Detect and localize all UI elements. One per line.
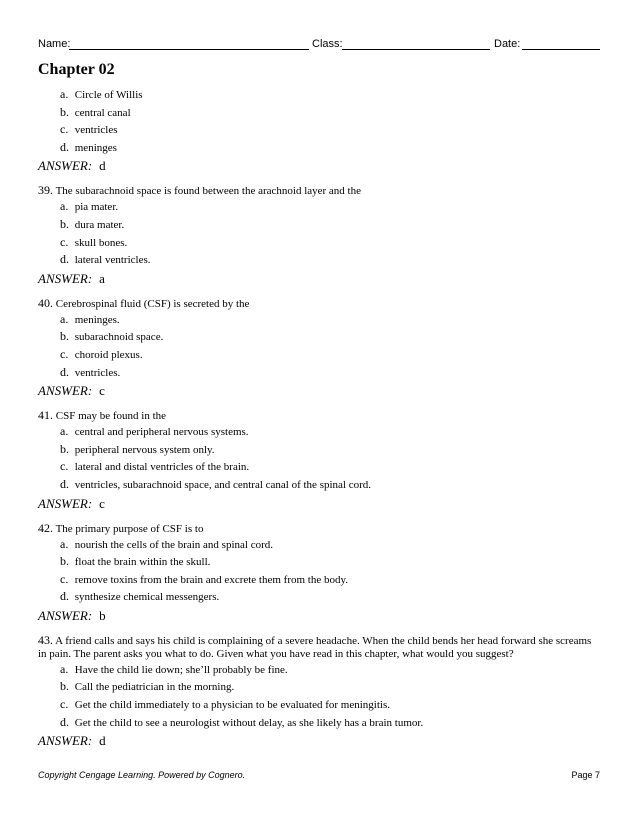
class-label: Class: xyxy=(312,38,343,50)
option-d xyxy=(38,251,600,269)
name-blank-line xyxy=(69,49,309,50)
answer-value: b xyxy=(99,607,106,623)
question-text: CSF may be found in the xyxy=(55,410,167,423)
question-stem xyxy=(38,184,600,198)
option-c xyxy=(38,121,600,139)
answer-line xyxy=(38,156,600,175)
option-d xyxy=(38,476,600,494)
option-letter: d. xyxy=(60,476,69,491)
option-c xyxy=(38,346,600,364)
option-d xyxy=(38,364,600,382)
answer-label: ANSWER: xyxy=(38,158,93,174)
option-b xyxy=(38,216,600,234)
option-text: Call the pediatrician in the morning. xyxy=(74,681,235,694)
question-41 xyxy=(38,409,600,512)
answer-value: c xyxy=(99,495,105,511)
option-text: float the brain within the skull. xyxy=(74,556,211,569)
option-letter: d. xyxy=(60,714,69,729)
option-letter: a. xyxy=(60,536,69,551)
option-letter: b. xyxy=(60,104,69,119)
question-text: A friend calls and says his child is complaining of a severe headache. When the child bends her head forward she screams in pain. The parent asks you what to do. Given what you have read in this chapter, what would you suggest? xyxy=(38,634,592,660)
question-number: 39. xyxy=(38,183,53,198)
option-text: Get the child to see a neurologist without delay, as she likely has a brain tumor. xyxy=(74,716,424,729)
answer-value: d xyxy=(99,733,106,749)
question-42 xyxy=(38,522,600,625)
question-list xyxy=(38,86,600,750)
option-text: nourish the cells of the brain and spinal cord. xyxy=(74,538,274,551)
option-text: ventricles xyxy=(74,124,118,137)
answer-value: c xyxy=(99,383,105,399)
answer-value: d xyxy=(99,158,106,174)
date-blank-line xyxy=(522,49,600,50)
question-stem xyxy=(38,522,600,536)
option-a xyxy=(38,661,600,679)
option-c xyxy=(38,458,600,476)
option-text: peripheral nervous system only. xyxy=(74,443,215,456)
page-footer xyxy=(38,769,600,783)
option-text: ventricles. xyxy=(74,366,121,379)
option-text: Get the child immediately to a physician to be evaluated for meningitis. xyxy=(74,699,390,712)
option-letter: a. xyxy=(60,311,69,326)
option-b xyxy=(38,553,600,571)
option-c xyxy=(38,696,600,714)
option-letter: b. xyxy=(60,216,69,231)
question-number: 40. xyxy=(38,295,53,310)
option-text: meninges. xyxy=(74,313,120,326)
option-letter: a. xyxy=(60,424,69,439)
option-text: lateral and distal ventricles of the brain. xyxy=(74,461,250,474)
option-letter: d. xyxy=(60,589,69,604)
date-label: Date: xyxy=(494,38,521,50)
option-b xyxy=(38,328,600,346)
option-a xyxy=(38,423,600,441)
question-number: 42. xyxy=(38,520,53,535)
page-number: Page 7 xyxy=(571,770,600,780)
option-text: Circle of Willis xyxy=(74,89,143,101)
question-partial xyxy=(38,86,600,175)
question-40 xyxy=(38,297,600,400)
question-stem xyxy=(38,409,600,423)
option-c xyxy=(38,234,600,252)
option-letter: c. xyxy=(60,697,69,712)
answer-label: ANSWER: xyxy=(38,270,93,286)
option-letter: c. xyxy=(60,234,69,249)
option-text: choroid plexus. xyxy=(74,348,143,361)
answer-line xyxy=(38,606,600,625)
option-text: Have the child lie down; she’ll probably be fine. xyxy=(74,663,288,676)
question-text: The primary purpose of CSF is to xyxy=(55,522,204,535)
option-letter: d. xyxy=(60,139,69,154)
option-text: subarachnoid space. xyxy=(74,331,164,344)
option-d xyxy=(38,588,600,606)
option-letter: a. xyxy=(60,199,69,214)
option-letter: a. xyxy=(60,87,69,101)
option-a xyxy=(38,311,600,329)
option-text: central and peripheral nervous systems. xyxy=(74,426,249,439)
answer-label: ANSWER: xyxy=(38,495,93,511)
option-a xyxy=(38,86,600,104)
option-text: central canal xyxy=(74,106,131,119)
class-blank-line xyxy=(342,49,490,50)
option-a xyxy=(38,536,600,554)
option-text: synthesize chemical messengers. xyxy=(74,591,220,604)
option-d xyxy=(38,139,600,157)
question-number: 41. xyxy=(38,408,53,423)
option-letter: c. xyxy=(60,571,69,586)
option-text: remove toxins from the brain and excrete them from the body. xyxy=(74,573,349,586)
question-text: The subarachnoid space is found between the arachnoid layer and the xyxy=(55,185,361,198)
question-text: Cerebrospinal fluid (CSF) is secreted by the xyxy=(55,297,250,310)
question-39 xyxy=(38,184,600,287)
option-b xyxy=(38,678,600,696)
copyright-text: Copyright Cengage Learning. Powered by Cognero. xyxy=(38,770,246,780)
answer-line xyxy=(38,731,600,750)
option-text: meninges xyxy=(74,141,117,154)
option-letter: b. xyxy=(60,679,69,694)
option-text: lateral ventricles. xyxy=(74,254,151,267)
answer-value: a xyxy=(99,270,105,286)
answer-line xyxy=(38,269,600,288)
question-stem xyxy=(38,297,600,311)
option-b xyxy=(38,441,600,459)
answer-label: ANSWER: xyxy=(38,383,93,399)
option-text: pia mater. xyxy=(74,201,119,214)
answer-line xyxy=(38,381,600,400)
option-text: dura mater. xyxy=(74,218,125,231)
option-letter: b. xyxy=(60,441,69,456)
option-letter: c. xyxy=(60,122,69,137)
option-letter: d. xyxy=(60,364,69,379)
option-letter: b. xyxy=(60,329,69,344)
option-letter: c. xyxy=(60,346,69,361)
answer-label: ANSWER: xyxy=(38,607,93,623)
option-letter: b. xyxy=(60,554,69,569)
student-info-header xyxy=(38,37,600,53)
option-d xyxy=(38,714,600,732)
question-43 xyxy=(38,634,600,750)
option-c xyxy=(38,571,600,589)
name-label: Name: xyxy=(38,38,71,50)
option-letter: c. xyxy=(60,459,69,474)
option-a xyxy=(38,198,600,216)
question-stem xyxy=(38,634,600,661)
chapter-title: Chapter 02 xyxy=(38,61,115,78)
option-text: skull bones. xyxy=(74,236,128,249)
option-text: ventricles, subarachnoid space, and central canal of the spinal cord. xyxy=(74,478,372,491)
option-letter: d. xyxy=(60,252,69,267)
answer-line xyxy=(38,494,600,513)
option-letter: a. xyxy=(60,661,69,676)
option-b xyxy=(38,104,600,122)
question-number: 43. xyxy=(38,632,53,647)
answer-label: ANSWER: xyxy=(38,733,93,749)
